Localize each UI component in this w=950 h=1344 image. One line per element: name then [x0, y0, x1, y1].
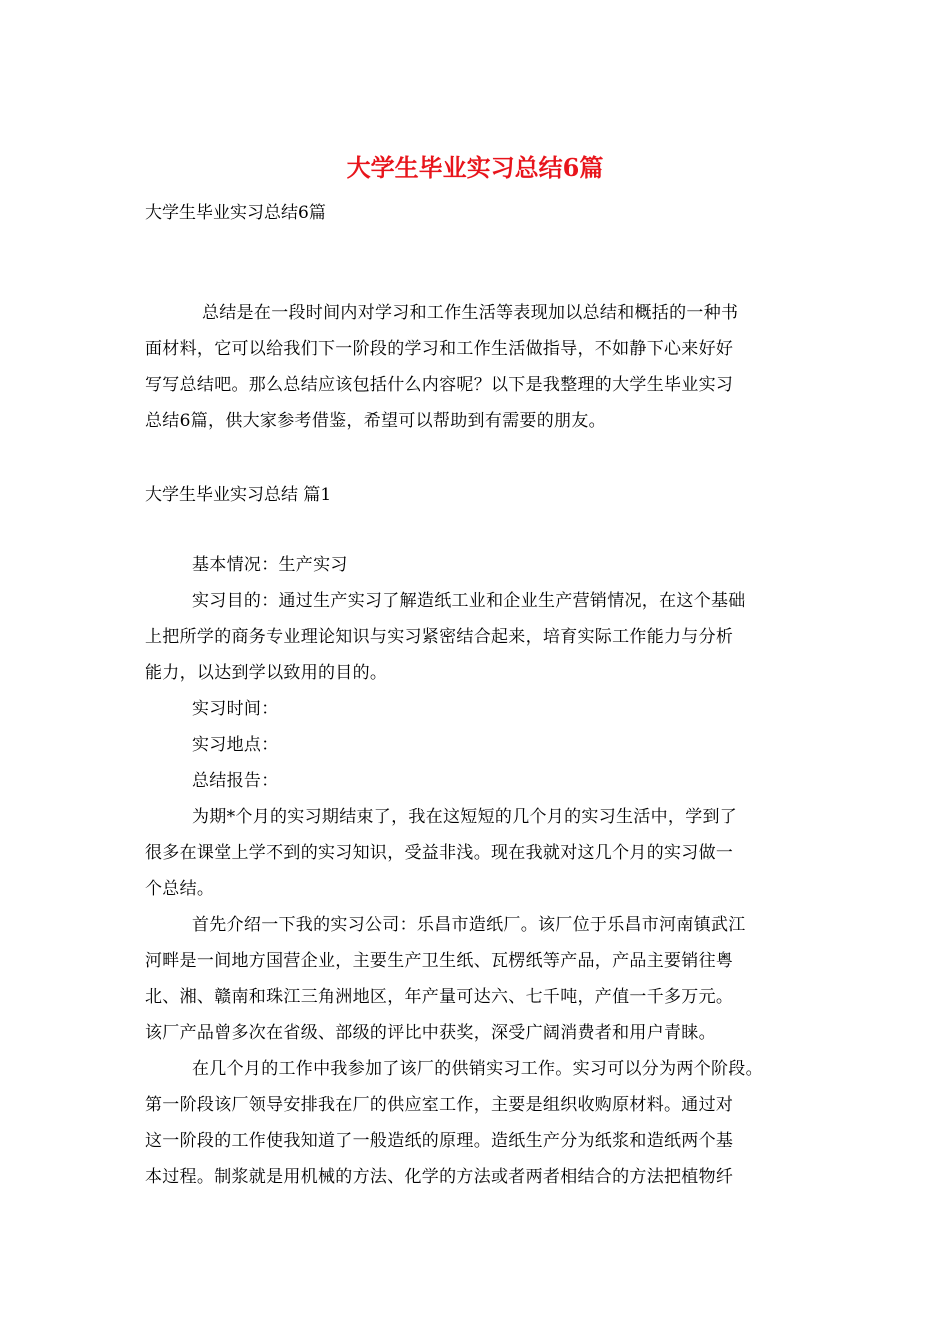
intro-line: 总结是在一段时间内对学习和工作生活等表现加以总结和概括的一种书	[202, 303, 739, 323]
body-line: 实习目的：通过生产实习了解造纸工业和企业生产营销情况，在这个基础	[192, 591, 746, 611]
body-line: 首先介绍一下我的实习公司：乐昌市造纸厂。该厂位于乐昌市河南镇武江	[192, 915, 746, 935]
body-line: 为期*个月的实习期结束了，我在这短短的几个月的实习生活中，学到了	[192, 807, 738, 827]
section-heading: 大学生毕业实习总结 篇1	[145, 485, 332, 505]
intro-line: 写写总结吧。那么总结应该包括什么内容呢？以下是我整理的大学生毕业实习	[145, 375, 734, 395]
intro-line: 总结6篇，供大家参考借鉴，希望可以帮助到有需要的朋友。	[145, 411, 606, 431]
body-line: 该厂产品曾多次在省级、部级的评比中获奖，深受广阔消费者和用户青睐。	[145, 1023, 716, 1043]
body-line: 个总结。	[145, 879, 215, 899]
body-line: 实习时间：	[192, 699, 279, 719]
body-line: 总结报告：	[192, 771, 279, 791]
body-line: 上把所学的商务专业理论知识与实习紧密结合起来，培育实际工作能力与分析	[145, 627, 734, 647]
body-line: 第一阶段该厂领导安排我在厂的供应室工作，主要是组织收购原材料。通过对	[145, 1095, 734, 1115]
body-line: 能力，以达到学以致用的目的。	[145, 663, 388, 683]
body-line: 本过程。制浆就是用机械的方法、化学的方法或者两者相结合的方法把植物纤	[145, 1167, 734, 1187]
document-subtitle: 大学生毕业实习总结6篇	[145, 203, 326, 223]
body-line: 这一阶段的工作使我知道了一般造纸的原理。造纸生产分为纸浆和造纸两个基	[145, 1131, 734, 1151]
body-line: 河畔是一间地方国营企业，主要生产卫生纸、瓦楞纸等产品，产品主要销往粤	[145, 951, 734, 971]
intro-line: 面材料，它可以给我们下一阶段的学习和工作生活做指导，不如静下心来好好	[145, 339, 734, 359]
body-line: 在几个月的工作中我参加了该厂的供销实习工作。实习可以分为两个阶段。	[192, 1059, 763, 1079]
body-line: 基本情况：生产实习	[192, 555, 348, 575]
body-line: 实习地点：	[192, 735, 279, 755]
document-title: 大学生毕业实习总结6篇	[346, 153, 604, 182]
body-line: 北、湘、赣南和珠江三角洲地区，年产量可达六、七千吨，产值一千多万元。	[145, 987, 734, 1007]
body-line: 很多在课堂上学不到的实习知识，受益非浅。现在我就对这几个月的实习做一	[145, 843, 734, 863]
